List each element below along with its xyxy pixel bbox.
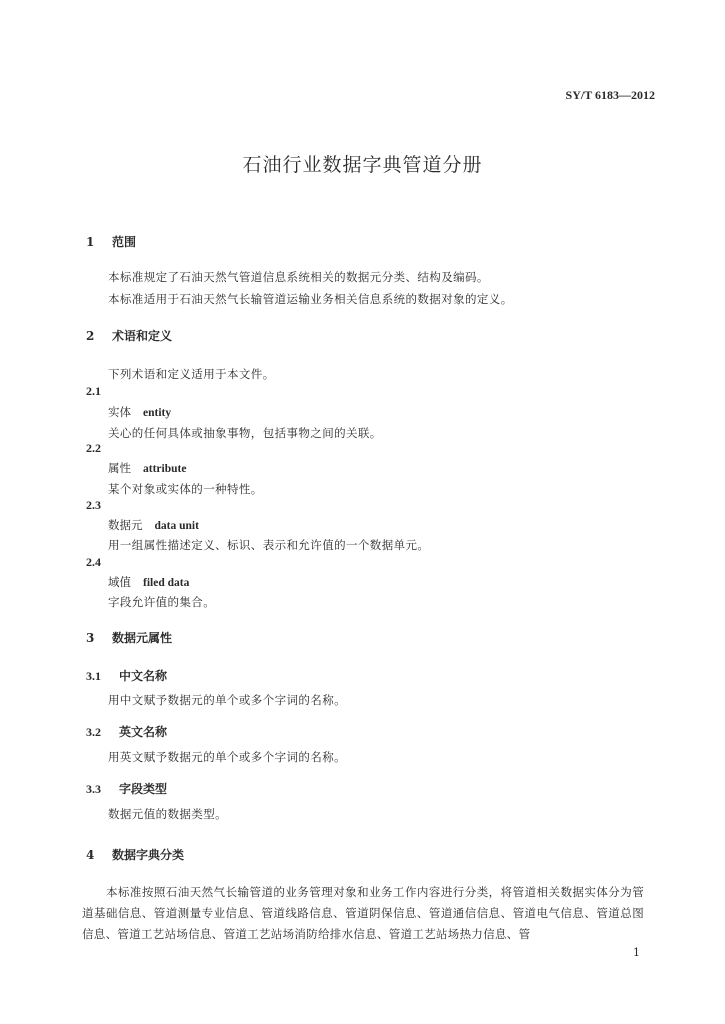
- section-4-heading: [86, 846, 184, 863]
- section-3-heading: [86, 629, 172, 646]
- paragraph: 数据元值的数据类型。: [108, 807, 227, 821]
- subsection-title: 英文名称: [119, 725, 168, 739]
- section-title: 数据字典分类: [112, 848, 185, 862]
- subsection-number: 3.2: [86, 725, 101, 739]
- term-entry: [108, 574, 189, 590]
- paragraph: 本标准规定了石油天然气管道信息系统相关的数据元分类、结构及编码。: [108, 270, 489, 284]
- term-definition: 字段允许值的集合。: [108, 595, 216, 609]
- paragraph: 用中文赋予数据元的单个或多个字词的名称。: [108, 693, 346, 707]
- document-title: 石油行业数据字典管道分册: [242, 154, 483, 176]
- section-title: 术语和定义: [112, 329, 173, 343]
- term-en: filed data: [143, 577, 190, 589]
- subsection-number: 3.3: [86, 782, 101, 796]
- term-definition: 关心的任何具体或抽象事物，包括事物之间的关联。: [108, 426, 382, 440]
- section-number: 2: [86, 329, 95, 343]
- subsection-heading: [86, 723, 167, 740]
- term-number: 2.4: [86, 555, 101, 569]
- section-title: 范围: [112, 235, 137, 249]
- section-1-heading: [86, 233, 136, 250]
- term-number: 2.3: [86, 498, 101, 512]
- paragraph: 本标准按照石油天然气长输管道的业务管理对象和业务工作内容进行分类，将管道相关数据实体分为管道基础信息、管道测量专业信息、管道线路信息、管道阴保信息、管道通信信息、管道电气信息、管道总图信息、管道工艺站场信息、管道工艺站场消防给排水信息、管道工艺站场热力信息、管: [82, 885, 644, 941]
- term-zh: 实体: [108, 405, 131, 419]
- term-zh: 数据元: [108, 518, 143, 532]
- subsection-title: 中文名称: [119, 669, 168, 683]
- paragraph: 本标准适用于石油天然气长输管道运输业务相关信息系统的数据对象的定义。: [108, 292, 513, 306]
- section-number: 1: [86, 235, 95, 249]
- standard-number: SY/T 6183—2012: [565, 88, 655, 102]
- paragraph: 下列术语和定义适用于本文件。: [108, 367, 275, 381]
- subsection-title: 字段类型: [119, 782, 168, 796]
- term-zh: 域值: [108, 575, 131, 589]
- term-number: 2.1: [86, 384, 101, 398]
- section-number: 4: [86, 848, 95, 862]
- paragraph: 用英文赋予数据元的单个或多个字词的名称。: [108, 750, 346, 764]
- term-entry: [108, 404, 171, 420]
- term-zh: 属性: [108, 461, 131, 475]
- subsection-heading: [86, 780, 167, 797]
- term-entry: [108, 460, 186, 476]
- term-en: attribute: [143, 463, 187, 475]
- subsection-number: 3.1: [86, 669, 101, 683]
- term-definition: 某个对象或实体的一种特性。: [108, 482, 263, 496]
- section-title: 数据元属性: [112, 631, 173, 645]
- section-2-heading: [86, 327, 172, 344]
- term-number: 2.2: [86, 441, 101, 455]
- term-en: data unit: [154, 520, 199, 532]
- subsection-heading: [86, 667, 167, 684]
- section-number: 3: [86, 631, 95, 645]
- term-definition: 用一组属性描述定义、标识、表示和允许值的一个数据单元。: [108, 538, 430, 552]
- page-number: 1: [633, 946, 640, 959]
- term-en: entity: [143, 407, 172, 419]
- term-entry: [108, 517, 199, 533]
